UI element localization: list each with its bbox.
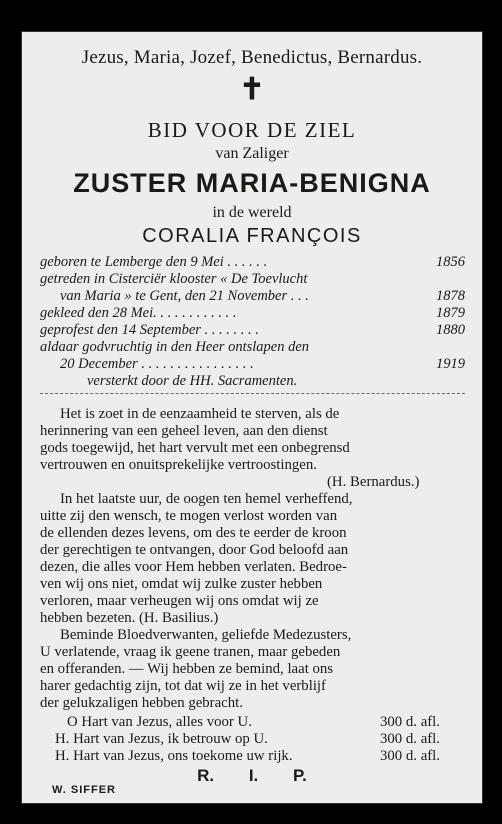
divider	[40, 393, 465, 394]
bio-line: aldaar godvruchtig in den Heer ontslapen den	[40, 339, 310, 355]
body-line: harer gedachtig zijn, tot dat wij ze in het verblijf	[40, 678, 326, 694]
body-line: verloren, maar verheugen wij ons omdat wij ze	[40, 593, 319, 609]
body-line: dezen, die alles voor Hem hebben verlaten. Bedroe-	[40, 559, 347, 575]
body-line: uitte zij den wensch, te mogen verlost worden van	[40, 508, 338, 524]
body-line: en offeranden. — Wij hebben ze bemind, laat ons	[40, 661, 334, 677]
indulgence-value: 300 d. afl.	[380, 731, 440, 747]
indulgence-value: 300 d. afl.	[380, 714, 440, 730]
body-line: hebben bezeten. (H. Basilius.)	[40, 610, 219, 626]
indulgence-prayer: O Hart van Jezus, alles voor U.	[67, 714, 252, 730]
body-line: der gelukzaligen hebben gebracht.	[40, 695, 243, 711]
body-line: Het is zoet in de eenzaamheid te sterven, als de	[60, 406, 340, 422]
van-zaliger: van Zaliger	[215, 145, 289, 162]
indulgence-value: 300 d. afl.	[380, 748, 440, 764]
in-de-wereld: in de wereld	[212, 204, 292, 221]
body-line: In het laatste uur, de oogen ten hemel verheffend,	[60, 491, 353, 507]
indulgence-prayer: H. Hart van Jezus, ons toekome uw rijk.	[55, 748, 293, 764]
quote-source: (H. Bernardus.)	[327, 474, 420, 490]
bio-line: versterkt door de HH. Sacramenten.	[87, 373, 298, 389]
body-line: gods toegewijd, het hart vervult met een onbegrensd	[40, 440, 350, 456]
body-line: herinnering van een geheel leven, aan den dienst	[40, 423, 328, 439]
body-line: vertrouwen en onuitsprekelijke vertroostingen.	[40, 457, 317, 473]
body-line: Beminde Bloedverwanten, geliefde Medezusters,	[60, 627, 352, 643]
cross-icon: ✝	[239, 73, 265, 106]
prayer-heading: BID VOOR DE ZIEL	[147, 118, 357, 142]
bio-line: 20 December . . . . . . . . . . . . . . . . 1919	[60, 356, 465, 372]
rip-text: R. I. P.	[197, 766, 307, 785]
indulgence-prayer: H. Hart van Jezus, ik betrouw op U.	[55, 731, 268, 747]
body-line: der gerechtigen te ontvangen, door God beloofd aan	[40, 542, 349, 558]
bio-line: van Maria » te Gent, den 21 November . . . 1878	[60, 288, 465, 304]
bio-line: getreden in Cisterciër klooster « De Toevlucht	[40, 271, 308, 287]
body-line: ven wij ons niet, omdat wij zulke zuster hebben	[40, 576, 323, 592]
saints-heading: Jezus, Maria, Jozef, Benedictus, Bernardus.	[81, 47, 423, 68]
bio-line: geprofest den 14 September . . . . . . . . 1880	[40, 322, 465, 338]
memorial-card	[21, 31, 483, 804]
body-line: de ellenden dezes levens, om des te eerder de kroon	[40, 525, 347, 541]
worldly-name: CORALIA FRANÇOIS	[142, 225, 362, 247]
bio-line: geboren te Lemberge den 9 Mei . . . . . . 1856	[40, 254, 465, 270]
printer-name: W. SIFFER	[52, 784, 116, 796]
deceased-name: ZUSTER MARIA-BENIGNA	[73, 168, 431, 198]
body-line: U verlatende, vraag ik geene tranen, maar gebeden	[40, 644, 341, 660]
bio-line: gekleed den 28 Mei. . . . . . . . . . . . 1879	[40, 305, 465, 321]
